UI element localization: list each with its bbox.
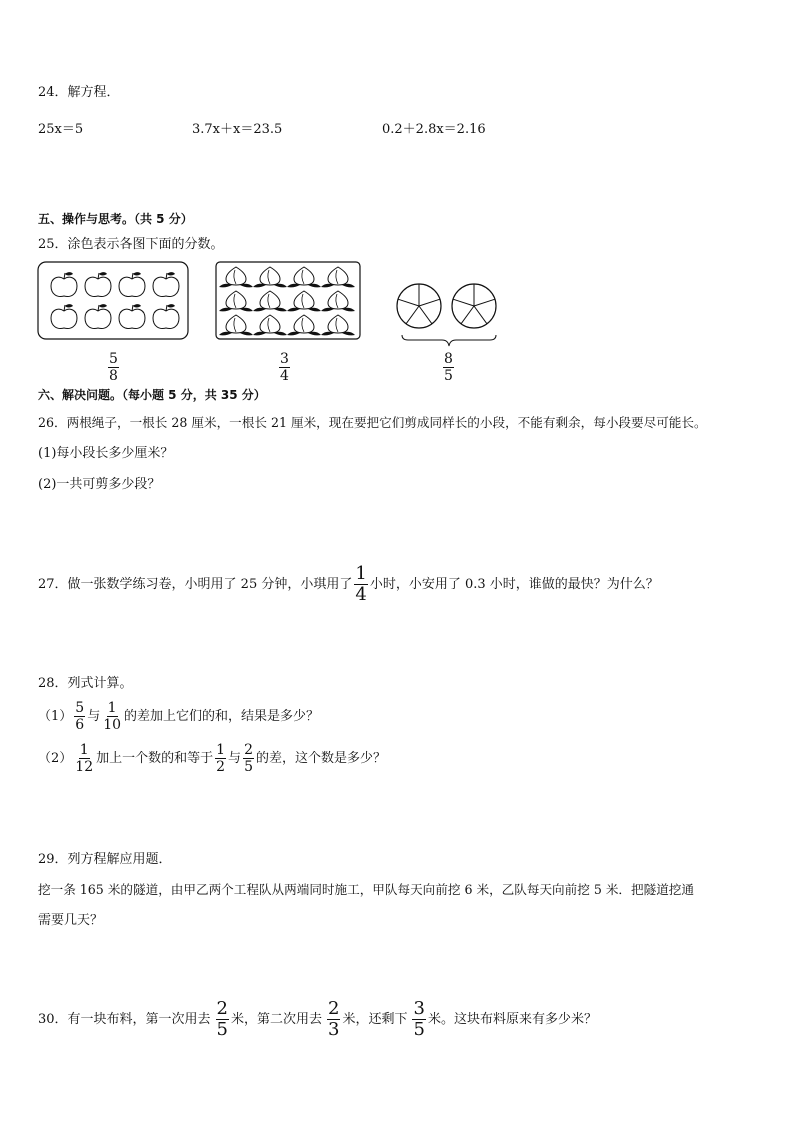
q28-sub1	[38, 701, 319, 732]
q30-text-3: 米，还剩下	[342, 1011, 408, 1027]
pie-circle-icon	[397, 284, 441, 328]
section-6-heading: 六、解决问题。（每小题 5 分，共 35 分）	[38, 388, 266, 402]
fraction-numerator: 3	[413, 998, 425, 1019]
peach-icon	[321, 267, 355, 287]
peach-box	[216, 262, 360, 339]
fraction-denominator: 12	[75, 759, 94, 775]
q24-title: 24．解方程．	[38, 85, 120, 100]
peach-icon	[219, 267, 253, 287]
fraction-numerator: 2	[328, 998, 340, 1019]
q29-line-2: 需要几天？	[38, 913, 104, 928]
q29-title: 29．列方程解应用题．	[38, 852, 172, 867]
q26-text: 26．两根绳子，一根长 28 厘米，一根长 21 厘米，现在要把它们剪成同样长的小段，不能有剩余，每小段要尽可能长。	[38, 415, 707, 430]
peach-icon	[287, 291, 321, 311]
fraction-numerator: 1	[79, 742, 89, 758]
q30-text-4: 米。这块布料原来有多少米？	[427, 1011, 597, 1027]
q28-sub2-label: （2）	[38, 750, 73, 766]
peach-icon	[321, 315, 355, 335]
q25-fraction-1	[106, 352, 121, 383]
q27-text-2: 小时，小安用了 0.3 小时，谁做的最快？为什么？	[369, 576, 659, 592]
apple-icon	[85, 304, 111, 328]
q28-sub2	[38, 743, 386, 774]
apple-icon	[153, 304, 179, 328]
peach-icon	[287, 267, 321, 287]
q30-line	[38, 1000, 597, 1039]
apple-icon	[51, 304, 77, 328]
q28-sub2-tail: 的差，这个数是多少？	[255, 750, 386, 766]
peach-icon	[219, 315, 253, 335]
q27-line	[38, 565, 659, 604]
q26-sub2: (2)一共可剪多少段？	[38, 477, 161, 492]
fraction-denominator: 5	[244, 759, 253, 775]
fraction-numerator: 5	[109, 351, 118, 367]
q24-equation-2: 3.7x＋x＝23.5	[192, 122, 283, 137]
peach-icon	[287, 315, 321, 335]
fraction-numerator: 2	[244, 742, 253, 758]
pie-circle-icon	[452, 284, 496, 328]
fraction-denominator: 5	[216, 1019, 228, 1040]
apple-icon	[119, 304, 145, 328]
fraction-denominator: 4	[355, 584, 367, 605]
fraction-denominator: 4	[280, 368, 289, 384]
q28-sub1-mid: 与	[87, 708, 101, 724]
q28-sub2-mid1: 加上一个数的和等于	[96, 750, 214, 766]
q25-fraction-2	[277, 352, 292, 383]
fraction-numerator: 3	[280, 351, 289, 367]
section-5-heading: 五、操作与思考。（共 5 分）	[38, 212, 193, 226]
fraction-denominator: 8	[109, 368, 118, 384]
fraction-numerator: 5	[75, 700, 85, 716]
peach-icon	[219, 291, 253, 311]
q24-equation-3: 0.2＋2.8x＝2.16	[382, 122, 486, 137]
peach-icon	[253, 267, 287, 287]
q27-text-1: 27．做一张数学练习卷，小明用了 25 分钟，小琪用了	[38, 576, 353, 592]
q28-title: 28．列式计算。	[38, 676, 133, 691]
apple-icon	[51, 272, 77, 296]
apple-icon	[119, 272, 145, 296]
apple-icon	[85, 272, 111, 296]
apple-box	[38, 262, 188, 339]
q30-text-2: 米，第二次用去	[231, 1011, 323, 1027]
q28-sub1-label: （1）	[38, 708, 73, 724]
q29-line-1: 挖一条 165 米的隧道，由甲乙两个工程队从两端同时施工，甲队每天向前挖 6 米，乙队每天向前挖 5 米．把隧道挖通	[38, 882, 694, 897]
fraction-denominator: 10	[103, 717, 122, 733]
fraction-denominator: 3	[328, 1019, 340, 1040]
q28-sub1-tail: 的差加上它们的和，结果是多少？	[124, 708, 320, 724]
q28-sub2-mid2: 与	[228, 750, 242, 766]
q30-text-1: 30．有一块布料，第一次用去	[38, 1011, 211, 1027]
fraction-numerator: 8	[444, 351, 453, 367]
q25-fraction-3	[441, 352, 456, 383]
brace	[402, 335, 496, 346]
fraction-denominator: 2	[216, 759, 226, 775]
fraction-numerator: 1	[107, 700, 117, 716]
fraction-denominator: 5	[444, 368, 453, 384]
q26-sub1: (1)每小段长多少厘米？	[38, 446, 174, 461]
fraction-denominator: 5	[413, 1019, 425, 1040]
peach-icon	[321, 291, 355, 311]
apple-icon	[153, 272, 179, 296]
fraction-numerator: 2	[216, 998, 228, 1019]
q24-equation-1: 25x＝5	[38, 122, 84, 137]
fraction-numerator: 1	[355, 563, 367, 584]
q25-figures	[36, 258, 506, 348]
fraction-denominator: 6	[75, 717, 85, 733]
q25-title: 25．涂色表示各图下面的分数。	[38, 237, 224, 252]
fraction-numerator: 1	[216, 742, 226, 758]
peach-icon	[253, 315, 287, 335]
peach-icon	[253, 291, 287, 311]
